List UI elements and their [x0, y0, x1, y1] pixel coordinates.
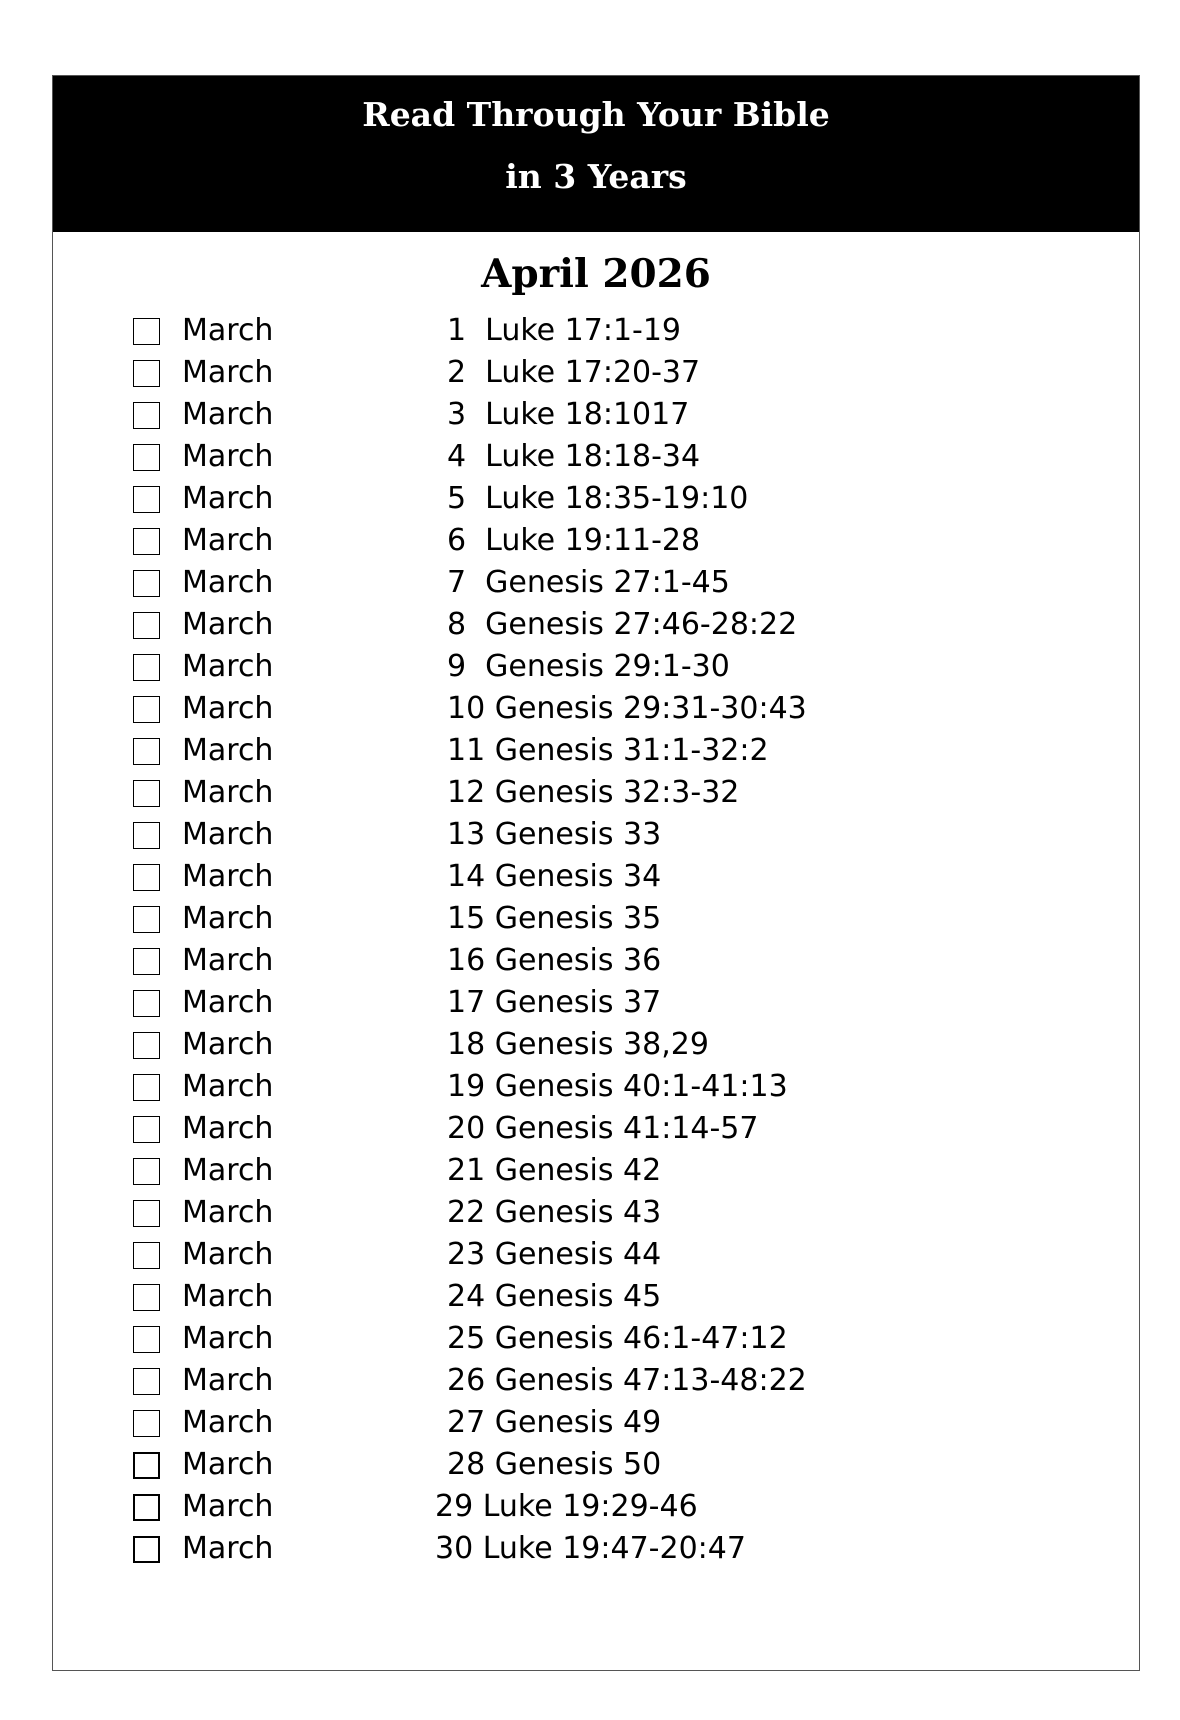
month-title: April 2026 — [481, 251, 711, 297]
reading-entry: 2 Luke 17:20-37 — [447, 355, 701, 390]
reading-row — [133, 478, 1033, 520]
reading-row — [133, 1486, 1033, 1528]
reading-checkbox[interactable] — [133, 948, 160, 975]
header-title-line2: in 3 Years — [505, 157, 687, 196]
reading-entry: 15 Genesis 35 — [447, 901, 662, 936]
reading-row — [133, 814, 1033, 856]
reading-checkbox[interactable] — [133, 1326, 160, 1353]
reading-entry: 7 Genesis 27:1-45 — [447, 565, 730, 600]
reading-month: March — [182, 1069, 274, 1104]
reading-month: March — [182, 1237, 274, 1272]
reading-row — [133, 730, 1033, 772]
reading-row — [133, 646, 1033, 688]
reading-checkbox[interactable] — [133, 1074, 160, 1101]
reading-entry: 4 Luke 18:18-34 — [447, 439, 701, 474]
reading-checkbox[interactable] — [133, 1242, 160, 1269]
reading-row — [133, 1276, 1033, 1318]
reading-checkbox[interactable] — [133, 486, 160, 513]
reading-checkbox[interactable] — [133, 612, 160, 639]
reading-entry: 11 Genesis 31:1-32:2 — [447, 733, 769, 768]
reading-checkbox[interactable] — [133, 1368, 160, 1395]
reading-month: March — [182, 481, 274, 516]
reading-month: March — [182, 1153, 274, 1188]
reading-checkbox[interactable] — [133, 1158, 160, 1185]
header-title-line1: Read Through Your Bible — [362, 95, 830, 134]
reading-month: March — [182, 691, 274, 726]
reading-entry: 23 Genesis 44 — [447, 1237, 662, 1272]
reading-checkbox[interactable] — [133, 528, 160, 555]
reading-checkbox[interactable] — [133, 1032, 160, 1059]
reading-checkbox[interactable] — [133, 822, 160, 849]
reading-row — [133, 1192, 1033, 1234]
reading-entry: 27 Genesis 49 — [447, 1405, 662, 1440]
reading-entry: 16 Genesis 36 — [447, 943, 662, 978]
reading-entry: 17 Genesis 37 — [447, 985, 662, 1020]
reading-checkbox[interactable] — [133, 906, 160, 933]
reading-row — [133, 604, 1033, 646]
reading-checkbox[interactable] — [133, 1284, 160, 1311]
reading-entry: 12 Genesis 32:3-32 — [447, 775, 740, 810]
reading-row — [133, 772, 1033, 814]
reading-row — [133, 1402, 1033, 1444]
reading-row — [133, 1528, 1033, 1570]
reading-checkbox[interactable] — [133, 1200, 160, 1227]
reading-checkbox[interactable] — [133, 1116, 160, 1143]
reading-month: March — [182, 859, 274, 894]
reading-checkbox[interactable] — [133, 738, 160, 765]
reading-month: March — [182, 565, 274, 600]
reading-entry: 19 Genesis 40:1-41:13 — [447, 1069, 788, 1104]
header-banner — [53, 76, 1139, 232]
reading-row — [133, 1066, 1033, 1108]
reading-month: March — [182, 1195, 274, 1230]
reading-row — [133, 310, 1033, 352]
reading-row — [133, 436, 1033, 478]
reading-checkbox[interactable] — [133, 990, 160, 1017]
reading-month: March — [182, 1279, 274, 1314]
reading-checkbox[interactable] — [133, 444, 160, 471]
reading-row — [133, 352, 1033, 394]
reading-month: March — [182, 355, 274, 390]
reading-entry: 6 Luke 19:11-28 — [447, 523, 701, 558]
reading-checkbox[interactable] — [133, 1410, 160, 1437]
reading-month: March — [182, 607, 274, 642]
reading-checkbox[interactable] — [133, 318, 160, 345]
reading-month: March — [182, 649, 274, 684]
reading-row — [133, 1150, 1033, 1192]
reading-row — [133, 982, 1033, 1024]
reading-checkbox[interactable] — [133, 1452, 160, 1479]
reading-checkbox[interactable] — [133, 1494, 160, 1521]
reading-month: March — [182, 985, 274, 1020]
reading-checkbox[interactable] — [133, 360, 160, 387]
reading-month: March — [182, 817, 274, 852]
reading-entry: 28 Genesis 50 — [447, 1447, 662, 1482]
reading-checkbox[interactable] — [133, 696, 160, 723]
reading-month: March — [182, 1363, 274, 1398]
reading-entry: 20 Genesis 41:14-57 — [447, 1111, 759, 1146]
reading-entry: 9 Genesis 29:1-30 — [447, 649, 730, 684]
reading-month: March — [182, 1321, 274, 1356]
reading-entry: 24 Genesis 45 — [447, 1279, 662, 1314]
reading-row — [133, 1234, 1033, 1276]
reading-checkbox[interactable] — [133, 1536, 160, 1563]
reading-entry: 25 Genesis 46:1-47:12 — [447, 1321, 788, 1356]
reading-row — [133, 898, 1033, 940]
reading-row — [133, 394, 1033, 436]
reading-month: March — [182, 523, 274, 558]
reading-month: March — [182, 1405, 274, 1440]
reading-row — [133, 1318, 1033, 1360]
reading-month: March — [182, 1489, 274, 1524]
reading-month: March — [182, 1531, 274, 1566]
reading-checkbox[interactable] — [133, 864, 160, 891]
reading-row — [133, 940, 1033, 982]
reading-entry: 21 Genesis 42 — [447, 1153, 662, 1188]
reading-plan-card — [52, 75, 1140, 1671]
reading-entry: 18 Genesis 38,29 — [447, 1027, 709, 1062]
reading-entry: 8 Genesis 27:46-28:22 — [447, 607, 798, 642]
reading-entry: 5 Luke 18:35-19:10 — [447, 481, 749, 516]
reading-entry: 22 Genesis 43 — [447, 1195, 662, 1230]
reading-month: March — [182, 775, 274, 810]
reading-row — [133, 1360, 1033, 1402]
reading-month: March — [182, 397, 274, 432]
reading-entry: 30 Luke 19:47-20:47 — [435, 1531, 746, 1566]
reading-checkbox[interactable] — [133, 570, 160, 597]
reading-checkbox[interactable] — [133, 780, 160, 807]
reading-checkbox[interactable] — [133, 402, 160, 429]
reading-entry: 14 Genesis 34 — [447, 859, 662, 894]
reading-month: March — [182, 733, 274, 768]
reading-row — [133, 1024, 1033, 1066]
reading-entry: 13 Genesis 33 — [447, 817, 662, 852]
reading-entry: 1 Luke 17:1-19 — [447, 313, 682, 348]
reading-month: March — [182, 1447, 274, 1482]
reading-month: March — [182, 313, 274, 348]
reading-entry: 29 Luke 19:29-46 — [435, 1489, 698, 1524]
reading-row — [133, 1108, 1033, 1150]
reading-month: March — [182, 1111, 274, 1146]
reading-entry: 3 Luke 18:1017 — [447, 397, 690, 432]
reading-list — [133, 310, 1033, 1570]
reading-month: March — [182, 901, 274, 936]
reading-checkbox[interactable] — [133, 654, 160, 681]
reading-row — [133, 1444, 1033, 1486]
reading-month: March — [182, 943, 274, 978]
reading-month: March — [182, 439, 274, 474]
reading-row — [133, 856, 1033, 898]
reading-row — [133, 520, 1033, 562]
reading-row — [133, 688, 1033, 730]
reading-entry: 10 Genesis 29:31-30:43 — [447, 691, 807, 726]
reading-month: March — [182, 1027, 274, 1062]
reading-row — [133, 562, 1033, 604]
reading-entry: 26 Genesis 47:13-48:22 — [447, 1363, 807, 1398]
